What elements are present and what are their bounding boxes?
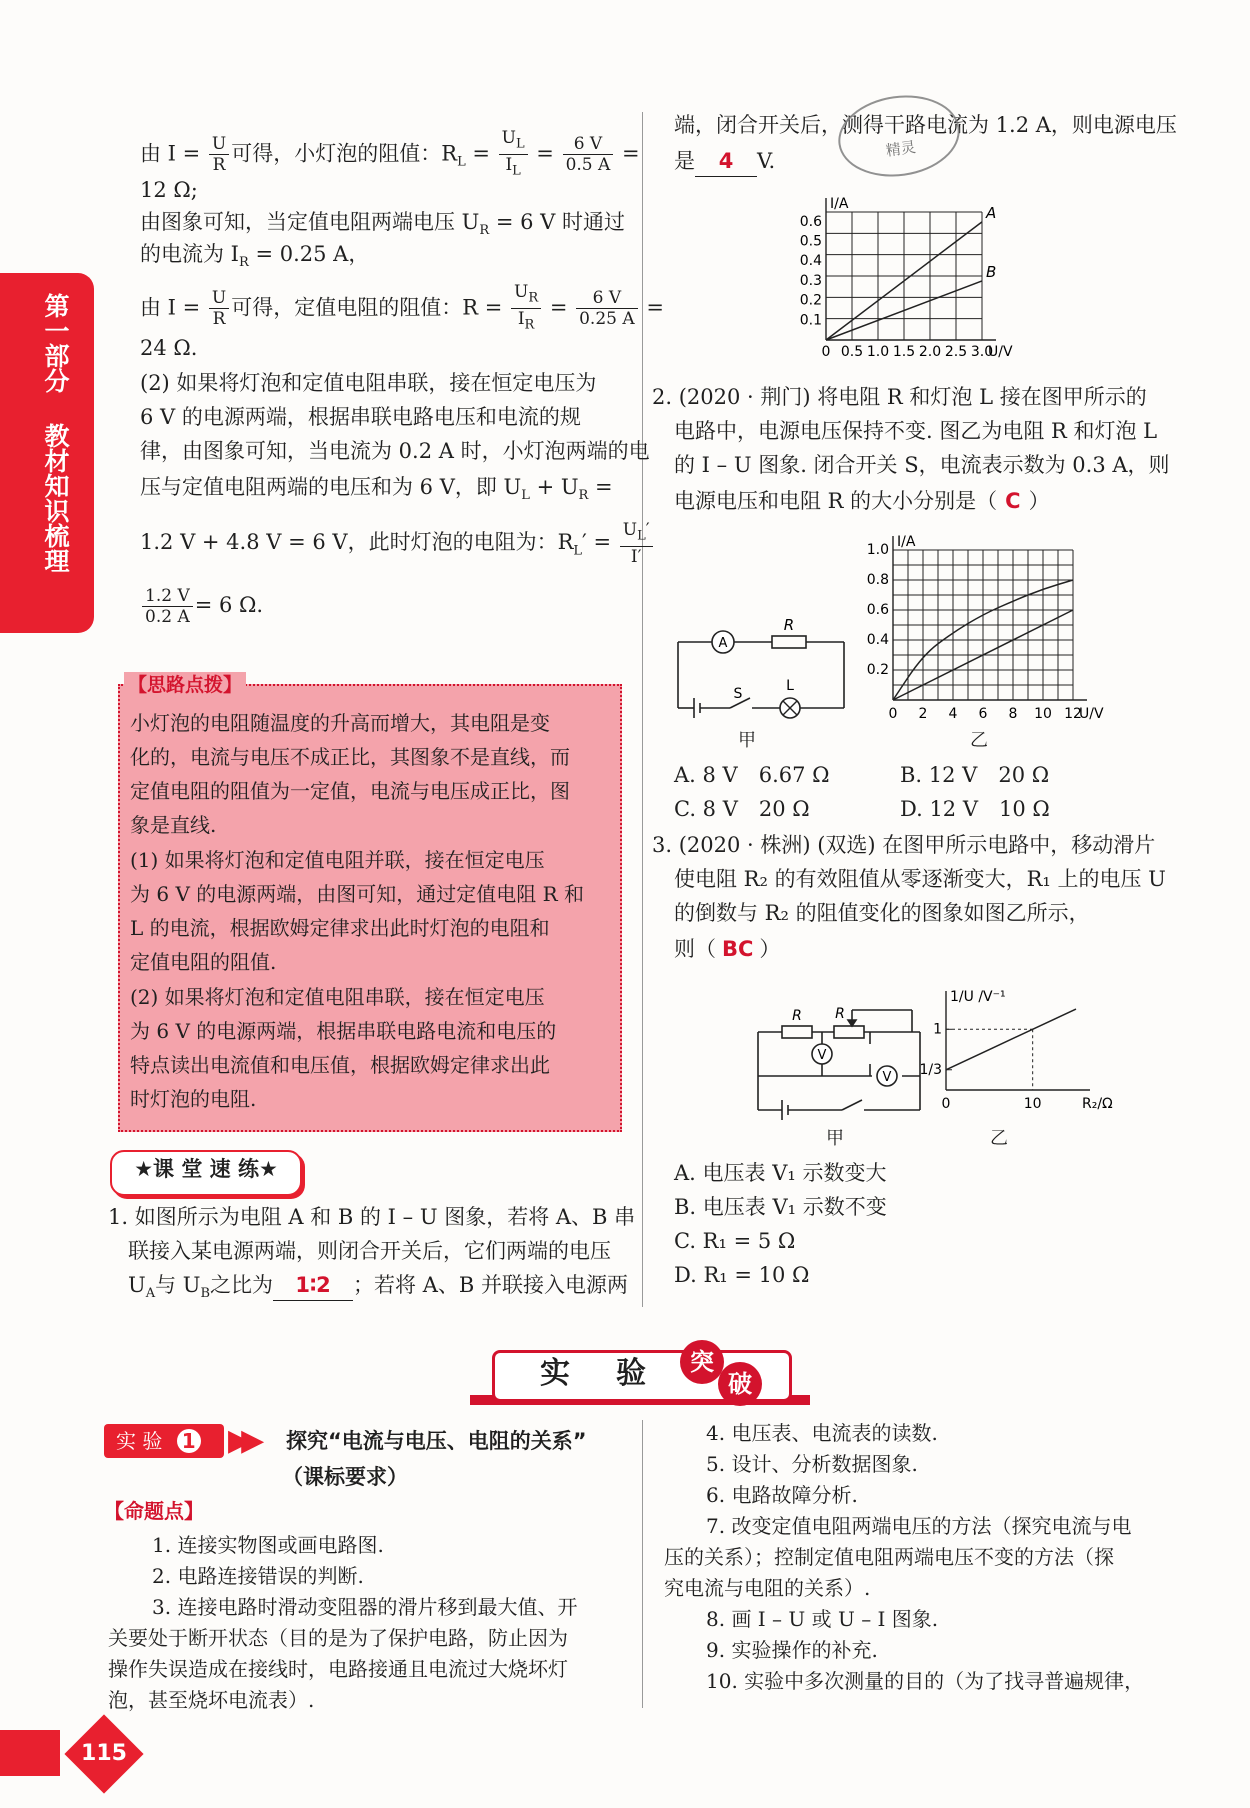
tip-line: L 的电流，根据欧姆定律求出此时灯泡的电阻和 xyxy=(130,916,550,940)
tip-line: (1) 如果将灯泡和定值电阻并联，接在恒定电压 xyxy=(130,848,545,872)
x-tick-label: 0 xyxy=(821,344,831,360)
page-number-bar xyxy=(0,1730,60,1776)
q1-right-line-1: 端，闭合开关后，测得干路电流为 1.2 A，则电源电压 xyxy=(674,113,1177,137)
practice-banner: ★课 堂 速 练★ xyxy=(134,1157,278,1181)
q2-circuit xyxy=(672,618,852,758)
q2-fig-a-label: 甲 xyxy=(738,730,756,751)
q3-line-1: 3. (2020 · 株洲) (双选) 在图甲所示电路中，移动滑片 xyxy=(652,833,1156,857)
left-point: 3. 连接电路时滑动变阻器的滑片移到最大值、开 xyxy=(152,1595,578,1619)
tip-line: 定值电阻的阻值为一定值，电流与电压成正比，图 xyxy=(130,779,570,803)
y-tick-label: 0.6 xyxy=(866,602,889,618)
tip-line: 特点读出电流值和电压值，根据欧姆定律求出此 xyxy=(130,1053,550,1077)
q2-option-d: D. 12 V 10 Ω xyxy=(900,797,1050,821)
graph-line-1: 由图象可知，当定值电阻两端电压 $U_R = 6$ V 时通过 xyxy=(140,210,625,239)
q3-option-c: C. R₁ = 5 Ω xyxy=(674,1229,796,1253)
experiment-tag-number: 1 xyxy=(177,1429,201,1453)
y-tick-label: 1.0 xyxy=(866,542,889,558)
q3-option-a: A. 电压表 V₁ 示数变大 xyxy=(674,1161,887,1185)
x-tick-label: 10 xyxy=(1034,706,1052,722)
experiment-banner-char-1: 实 xyxy=(540,1356,570,1391)
p2-line-5: 1.2 V + 4.8 V = 6 V，此时灯泡的电阻为：$R_L'$ = $\frac{U_L'}{I'}$ xyxy=(140,520,655,567)
q3-fig-a-label: 甲 xyxy=(826,1128,844,1149)
q2-option-c: C. 8 V 20 Ω xyxy=(674,797,810,821)
y-tick-label: 0.4 xyxy=(799,253,822,270)
q3-line-3: 的倒数与 R₂ 的阻值变化的图象如图乙所示， xyxy=(674,901,1090,925)
experiment-tag-label: 实 验 xyxy=(116,1429,163,1453)
tip-line: 为 6 V 的电源两端，由图可知，通过定值电阻 R 和 xyxy=(130,882,585,906)
q3-circuit xyxy=(752,1000,932,1130)
svg-text:R: R xyxy=(783,616,795,634)
y-axis-label: I/A xyxy=(897,534,916,550)
q2-line-1: 2. (2020 · 荆门) 将电阻 R 和灯泡 L 接在图甲所示的 xyxy=(652,385,1147,409)
q3-option-d: D. R₁ = 10 Ω xyxy=(674,1263,810,1287)
x-tick-label: 2.5 xyxy=(944,344,968,360)
p2-line-4: 压与定值电阻两端的电压和为 6 V，即 $U_L + U_R$ = xyxy=(140,475,613,504)
left-point: 泡，甚至烧坏电流表）. xyxy=(108,1688,315,1712)
y-tick-label: 1 xyxy=(933,1021,942,1038)
stamp xyxy=(833,88,965,184)
experiment-banner-char-3: 突 xyxy=(680,1340,724,1384)
side-tab-title: 教材知识梳理 xyxy=(41,423,70,573)
right-point: 8. 画 I – U 或 U – I 图象. xyxy=(706,1607,939,1631)
p2-line-3: 律，由图象可知，当电流为 0.2 A 时，小灯泡两端的电 xyxy=(140,439,650,463)
x-tick-label: 1.0 xyxy=(866,344,890,360)
y-tick-label: 0.2 xyxy=(866,662,889,678)
calc-result-2: 24 Ω. xyxy=(140,336,198,360)
p2-line-2: 6 V 的电源两端，根据串联电路电压和电流的规 xyxy=(140,405,581,429)
q3-option-b: B. 电压表 V₁ 示数不变 xyxy=(674,1195,887,1219)
side-tab xyxy=(0,273,94,633)
left-point: 操作失误造成在接线时，电路接通且电流过大烧坏灯 xyxy=(108,1657,568,1681)
q1-right-line-2: 是 4 V. xyxy=(674,146,775,177)
x-tick-label: 4 xyxy=(948,706,958,722)
tip-title: 【思路点拨】 xyxy=(124,672,246,698)
q2-option-b: B. 12 V 20 Ω xyxy=(900,763,1050,787)
experiment-banner-char-2: 验 xyxy=(616,1356,646,1391)
y-tick-label: 0.5 xyxy=(799,233,822,250)
x-tick-label: 6 xyxy=(978,706,988,722)
side-tab-part: 第一部分 xyxy=(41,293,70,393)
left-point: 关要处于断开状态（目的是为了保护电路，防止因为 xyxy=(108,1626,568,1650)
x-tick-label: 1.5 xyxy=(892,344,916,360)
x-tick-label: 0.5 xyxy=(840,344,864,360)
right-point: 7. 改变定值电阻两端电压的方法（探究电流与电 xyxy=(706,1514,1132,1538)
q2-iu-chart xyxy=(855,520,1115,730)
x-tick-label: 0 xyxy=(941,1096,951,1112)
svg-text:R: R xyxy=(835,1006,845,1022)
q3-fig-b-label: 乙 xyxy=(990,1128,1008,1149)
x-tick-label: 2 xyxy=(918,706,928,722)
svg-text:S: S xyxy=(733,686,743,702)
x-tick-label: 12 xyxy=(1064,706,1082,722)
right-point: 9. 实验操作的补充. xyxy=(706,1638,878,1662)
svg-text:L: L xyxy=(786,678,794,694)
q3-line-2: 使电阻 R₂ 的有效阻值从零逐渐变大，R₁ 上的电压 U xyxy=(674,867,1166,891)
right-point: 6. 电路故障分析. xyxy=(706,1483,858,1507)
x-axis-label: R₂/Ω xyxy=(1082,1096,1113,1112)
q2-line-2: 电路中，电源电压保持不变. 图乙为电阻 R 和灯泡 L xyxy=(674,419,1158,443)
experiment-tag xyxy=(104,1424,224,1458)
series-label: A xyxy=(986,203,997,222)
column-divider-bottom xyxy=(642,1420,643,1708)
right-point: 4. 电压表、电流表的读数. xyxy=(706,1421,938,1445)
graph-line-2: 的电流为 $I_R = 0.25$ A， xyxy=(140,242,370,271)
x-axis-label: U/V xyxy=(1079,706,1104,722)
left-point: 2. 电路连接错误的判断. xyxy=(152,1564,364,1588)
experiment-tag-arrows-icon: ▶▶ xyxy=(228,1423,255,1458)
q1-line-1: 1. 如图所示为电阻 A 和 B 的 I – U 图象，若将 A、B 串 xyxy=(108,1205,636,1229)
svg-text:R: R xyxy=(792,1008,802,1024)
left-point: 1. 连接实物图或画电路图. xyxy=(152,1533,384,1557)
q3-inverse-u-chart xyxy=(919,975,1113,1125)
y-axis-label: I/A xyxy=(830,196,849,212)
tip-line: (2) 如果将灯泡和定值电阻串联，接在恒定电压 xyxy=(130,985,545,1009)
svg-text:V: V xyxy=(817,1048,827,1063)
right-point: 5. 设计、分析数据图象. xyxy=(706,1452,918,1476)
points-title: 【命题点】 xyxy=(104,1499,204,1523)
page-number: 115 xyxy=(81,1741,127,1766)
q2-answer: C xyxy=(1005,489,1021,513)
stamp-text: 精灵 xyxy=(884,137,917,160)
right-point: 10. 实验中多次测量的目的（为了找寻普遍规律， xyxy=(706,1669,1145,1693)
x-tick-label: 3.0 xyxy=(970,344,994,360)
experiment-banner-char-4: 破 xyxy=(718,1362,762,1406)
y-tick-label: 0.6 xyxy=(799,213,822,230)
x-tick-label: 10 xyxy=(1023,1096,1042,1112)
tip-line: 化的，电流与电压不成正比，其图象不是直线，而 xyxy=(130,745,570,769)
q1-iu-chart xyxy=(790,190,1013,370)
q1-answer-1: 1∶2 xyxy=(295,1273,331,1297)
q2-line-3: 的 I – U 图象. 闭合开关 S，电流表示数为 0.3 A，则 xyxy=(674,453,1170,477)
p2-line-6: $\frac{1.2 V}{0.2 A}$ = 6 Ω. xyxy=(140,586,263,627)
svg-text:V: V xyxy=(882,1070,892,1085)
tip-line: 时灯泡的电阻. xyxy=(130,1087,257,1111)
calc-result-1: 12 Ω; xyxy=(140,178,198,202)
x-axis-label: U/V xyxy=(988,344,1013,360)
x-tick-label: 8 xyxy=(1008,706,1018,722)
right-point: 究电流与电阻的关系）. xyxy=(664,1576,871,1600)
y-tick-label: 0.1 xyxy=(799,312,822,329)
tip-line: 小灯泡的电阻随温度的升高而增大，其电阻是变 xyxy=(130,711,550,735)
calc-line-1: 由 I = $\frac{U}{R}$ 可得，小灯泡的阻值：$R_L$ = $\frac{U_L}{I_L}$ = $\frac{6 V}{0.5 A}$ = xyxy=(140,128,640,179)
y-tick-label: 0.2 xyxy=(799,292,822,309)
y-tick-label: 0.4 xyxy=(866,632,889,648)
y-tick-label: 0.8 xyxy=(866,572,889,588)
q3-answer: BC xyxy=(722,937,754,961)
q1-line-2: 联接入某电源两端，则闭合开关后，它们两端的电压 xyxy=(128,1239,611,1263)
series-label: B xyxy=(986,262,997,281)
q3-line-4: 则（ BC ） xyxy=(674,937,781,961)
q2-fig-b-label: 乙 xyxy=(970,730,988,751)
q1-line-3: $U_A$与 $U_B$之比为 1∶2 ；若将 A、B 并联接入电源两 xyxy=(128,1270,628,1309)
tip-line: 定值电阻的阻值. xyxy=(130,950,277,974)
q2-line-4: 电源电压和电阻 R 的大小分别是（ C ） xyxy=(674,489,1050,513)
experiment-title: 探究“电流与电压、电阻的关系” xyxy=(286,1429,587,1453)
q2-option-a: A. 8 V 6.67 Ω xyxy=(674,763,830,787)
calc-line-2: 由 I = $\frac{U}{R}$ 可得，定值电阻的阻值：R = $\frac{U_R}{I_R}$ = $\frac{6 V}{0.25 A}$ = xyxy=(140,282,664,333)
series-line-1/U xyxy=(946,1009,1076,1070)
y-axis-label: 1/U /V⁻¹ xyxy=(950,989,1006,1005)
svg-text:A: A xyxy=(718,636,728,651)
right-point: 压的关系）；控制定值电阻两端电压不变的方法（探 xyxy=(664,1545,1114,1569)
p2-line-1: (2) 如果将灯泡和定值电阻串联，接在恒定电压为 xyxy=(140,371,597,395)
experiment-subtitle: （课标要求） xyxy=(282,1465,408,1489)
tip-line: 象是直线. xyxy=(130,813,217,837)
x-tick-label: 0 xyxy=(888,706,898,722)
y-tick-label: 0.3 xyxy=(799,272,822,289)
tip-line: 为 6 V 的电源两端，根据串联电路电流和电压的 xyxy=(130,1019,557,1043)
q1-answer-2: 4 xyxy=(718,149,734,173)
y-tick-label: 1/3 xyxy=(919,1061,942,1078)
x-tick-label: 2.0 xyxy=(918,344,942,360)
